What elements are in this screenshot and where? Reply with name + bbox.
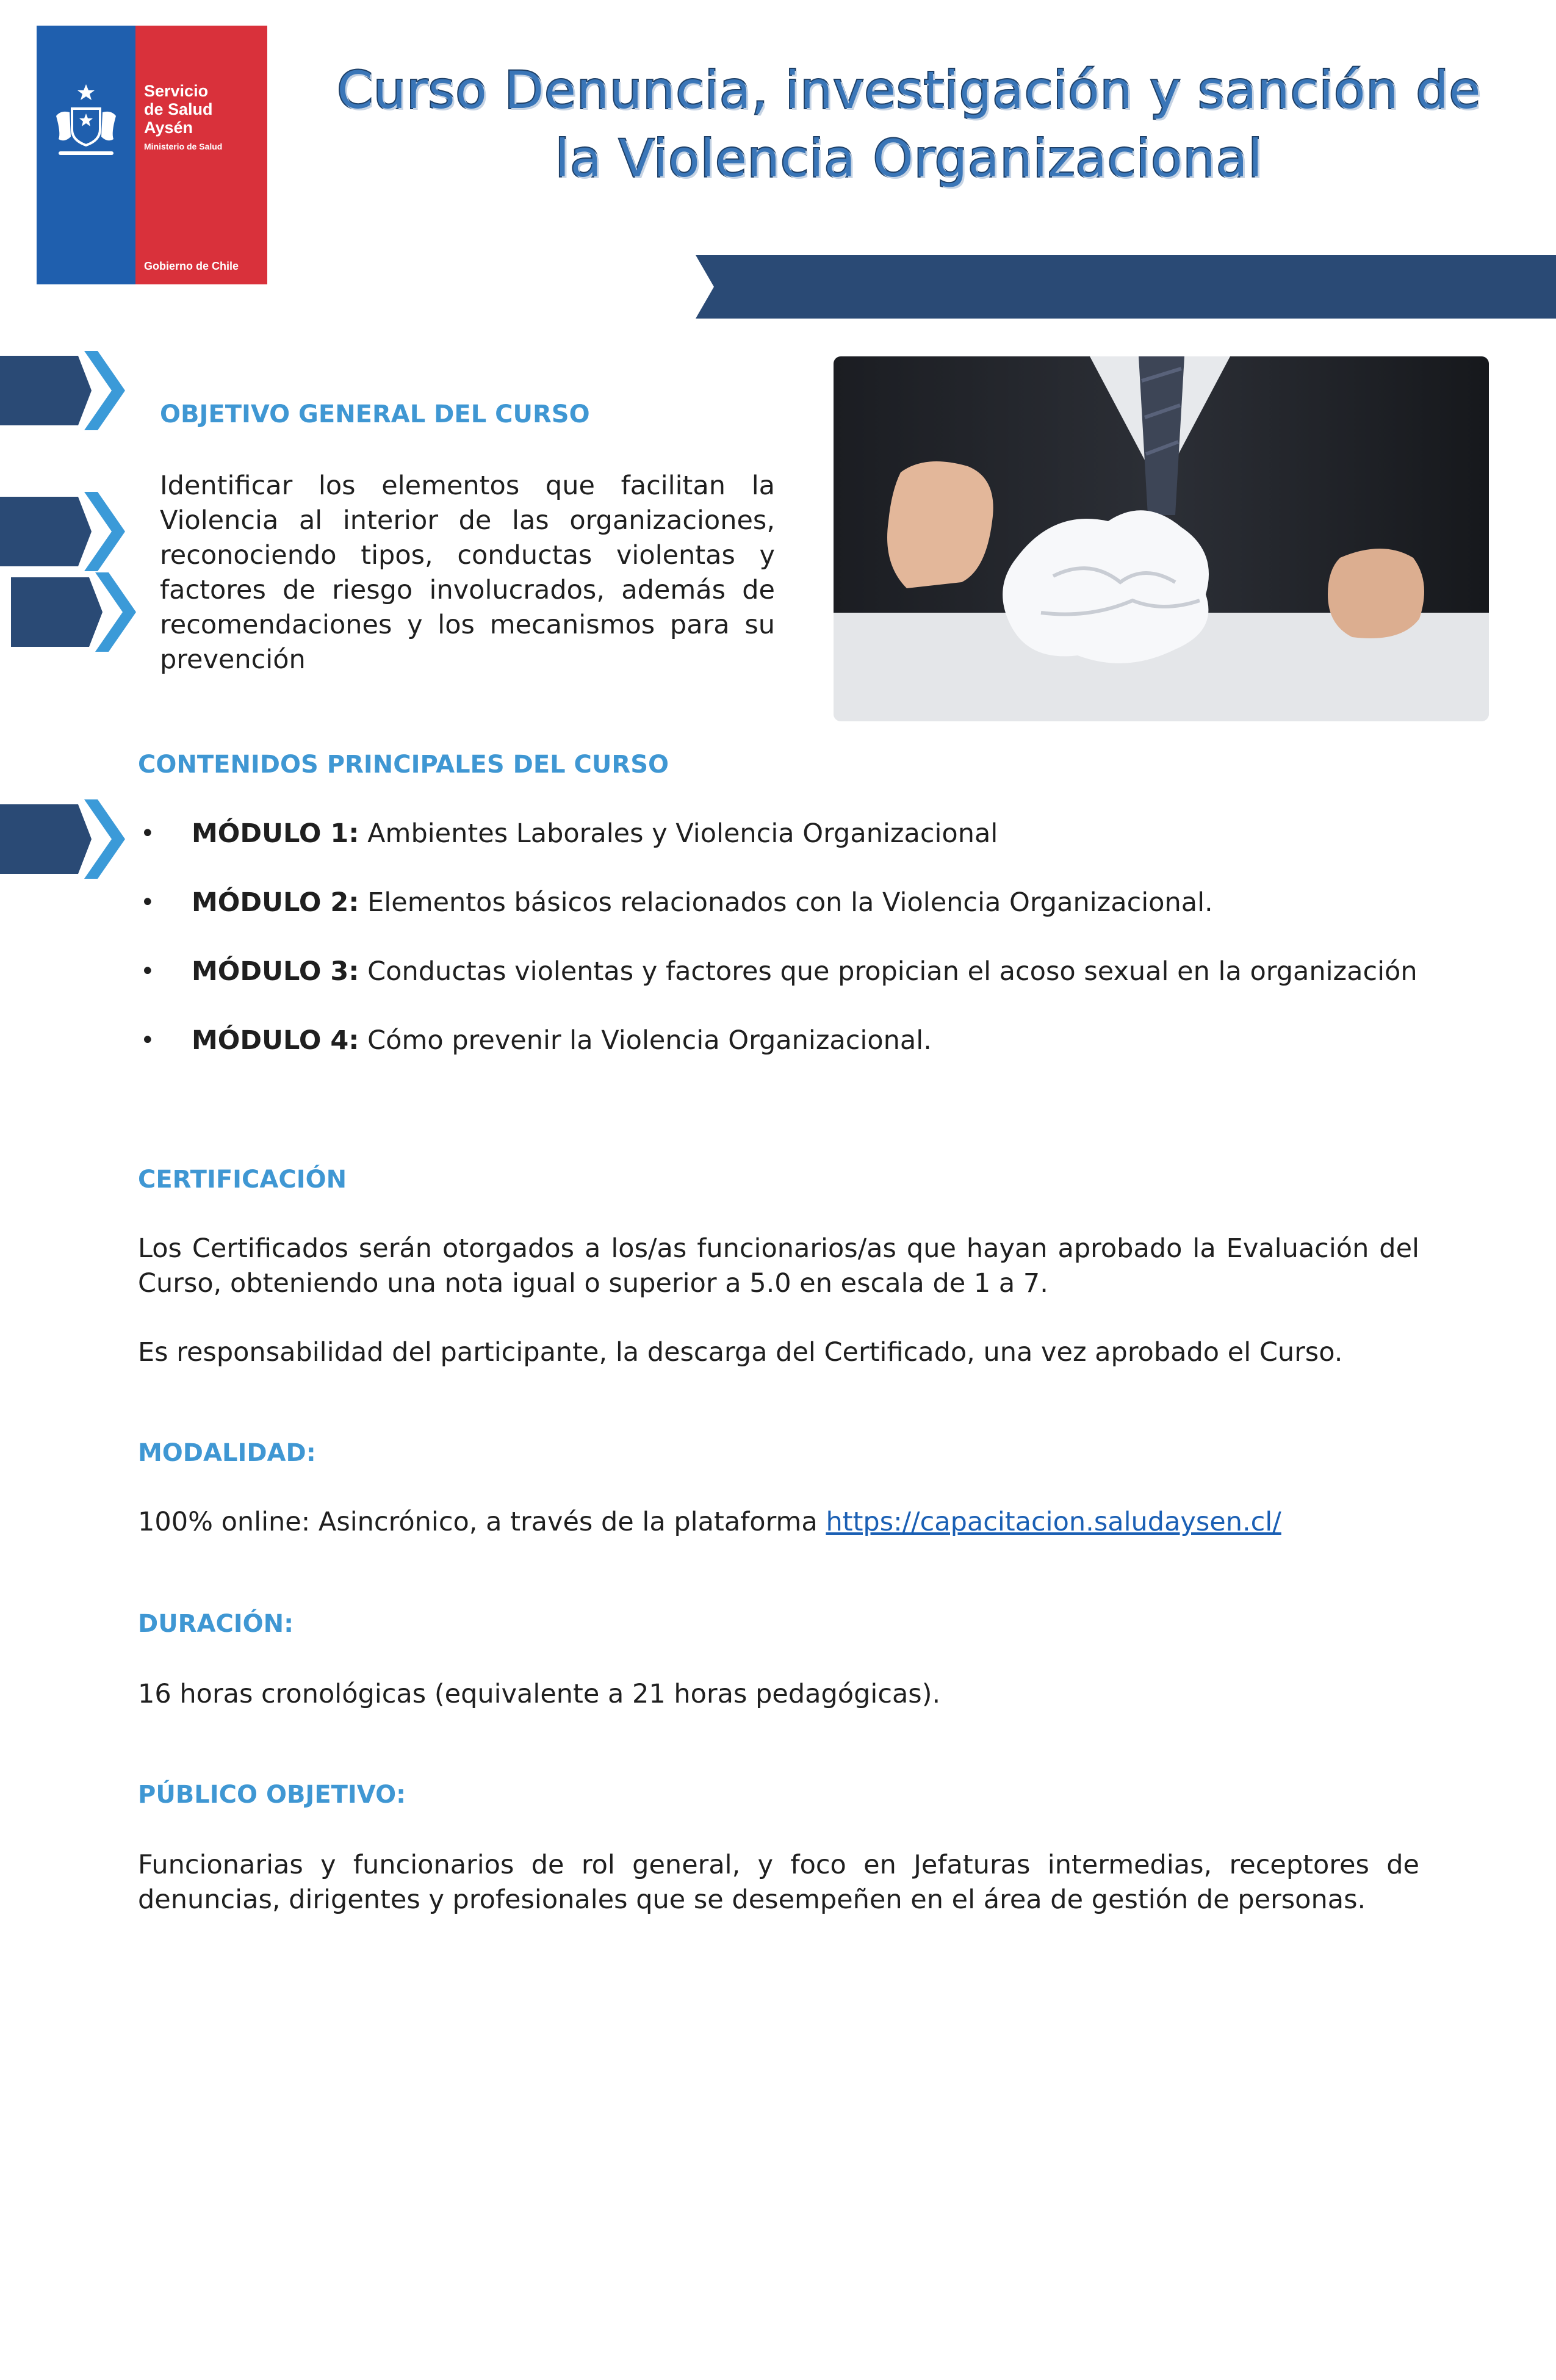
list-item xyxy=(138,954,1419,989)
certification-text-2: Es responsabilidad del participante, la descarga del Certificado, una vez aprobado el Curso. xyxy=(138,1337,1343,1368)
list-item xyxy=(138,885,1419,920)
organization-logo xyxy=(37,26,267,284)
certification-heading: CERTIFICACIÓN xyxy=(138,1166,347,1194)
audience-heading: PÚBLICO OBJETIVO: xyxy=(138,1781,406,1809)
chevron-marker-icon xyxy=(0,351,128,430)
duration-text: 16 horas cronológicas (equivalente a 21 horas pedagógicas). xyxy=(138,1679,941,1709)
logo-service-name: Servicio de Salud Aysén xyxy=(144,82,213,137)
modality-heading: MODALIDAD: xyxy=(138,1439,316,1467)
logo-ministry: Ministerio de Salud xyxy=(144,142,223,151)
modality-text xyxy=(138,1505,1419,1540)
module-text: Conductas violentas y factores que propician el acoso sexual en la organización xyxy=(359,956,1417,987)
audience-text: Funcionarias y funcionarios de rol general, y foco en Jefaturas intermedias, receptores de denuncias, dirigentes y profesionales que se desempeñen en el área de gestión de personas. xyxy=(138,1850,1419,1915)
title-line-1: Curso Denuncia, investigación y sanción de xyxy=(337,60,1482,120)
objective-text: Identificar los elementos que facilitan la Violencia al interior de las organizaciones, reconociendo tipos, conductas violentas y factores de riesgo involucrados, además de recomendaciones y los mecanismos para su prevención xyxy=(160,471,775,675)
module-label: MÓDULO 3: xyxy=(192,956,359,987)
objective-heading: OBJETIVO GENERAL DEL CURSO xyxy=(160,400,590,428)
module-text: Cómo prevenir la Violencia Organizacional. xyxy=(359,1025,932,1056)
chevron-marker-icon xyxy=(11,572,139,652)
page-title xyxy=(287,56,1532,193)
course-photo xyxy=(834,356,1489,721)
logo-government: Gobierno de Chile xyxy=(144,260,239,272)
list-item xyxy=(138,1023,1419,1058)
module-label: MÓDULO 4: xyxy=(192,1025,359,1056)
module-text: Elementos básicos relacionados con la Violencia Organizacional. xyxy=(359,887,1213,918)
header-banner xyxy=(696,255,1556,319)
platform-link[interactable]: https://capacitacion.saludaysen.cl/ xyxy=(826,1507,1281,1537)
list-item xyxy=(138,817,1419,851)
duration-heading: DURACIÓN: xyxy=(138,1610,294,1638)
module-text: Ambientes Laborales y Violencia Organizacional xyxy=(359,818,998,849)
contents-heading: CONTENIDOS PRINCIPALES DEL CURSO xyxy=(138,751,669,779)
title-line-2: la Violencia Organizacional xyxy=(555,129,1263,189)
coat-of-arms-icon xyxy=(50,79,122,165)
modules-list xyxy=(138,817,1419,1092)
logo-red-panel xyxy=(135,26,267,284)
chevron-marker-icon xyxy=(0,799,128,879)
certification-text-1: Los Certificados serán otorgados a los/as funcionarios/as que hayan aprobado la Evaluación del Curso, obteniendo una nota igual o superior a 5.0 en escala de 1 a 7. xyxy=(138,1233,1419,1299)
modality-description: 100% online: Asincrónico, a través de la plataforma xyxy=(138,1507,826,1537)
chevron-marker-icon xyxy=(0,492,128,571)
module-label: MÓDULO 2: xyxy=(192,887,359,918)
module-label: MÓDULO 1: xyxy=(192,818,359,849)
